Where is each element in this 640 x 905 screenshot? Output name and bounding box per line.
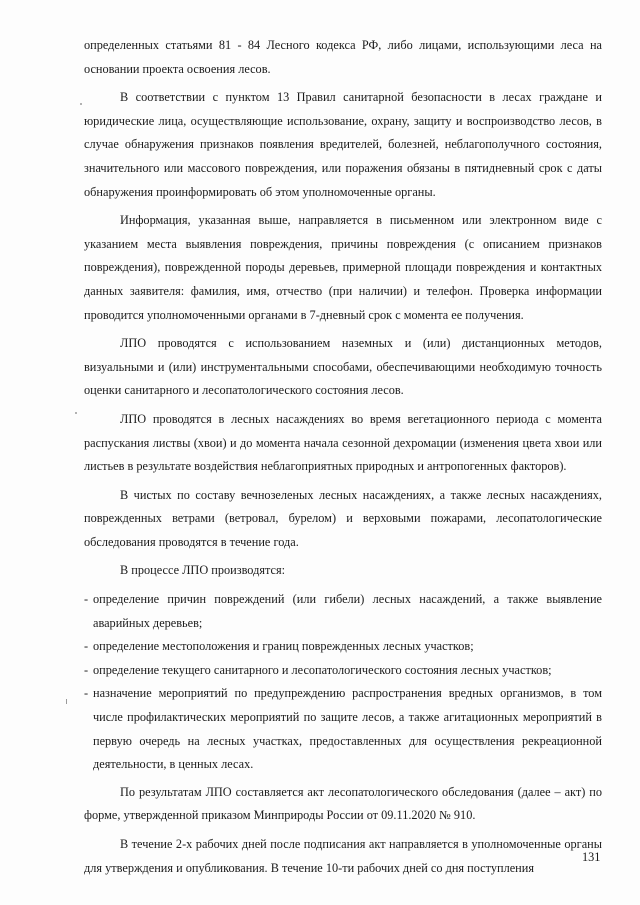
document-body xyxy=(84,34,602,885)
list-item xyxy=(84,588,602,635)
list-item-text: определение местоположения и границ поврежденных лесных участков; xyxy=(93,639,474,654)
paragraph-evergreen: В чистых по составу вечнозеленых лесных насаждениях, а также лесных насаждениях, поврежденных ветрами (ветровал, бурелом) и верховыми пожарами, лесопатологические обследования проводятся в течение года. xyxy=(84,487,602,549)
list-item-text: назначение мероприятий по предупреждению распространения вредных организмов, в том числе профилактических мероприятий по защите лесов, а также агитационных мероприятий в первую очередь на лесных участках, предоставленных для осуществления рекреационной деятельности, в ценных лесах. xyxy=(93,686,602,772)
paragraph-lpo-methods: ЛПО проводятся с использованием наземных и (или) дистанционных методов, визуальными и (или) инструментальными способами, обеспечивающими необходимую точность оценки санитарного и лесопатологического состояния лесов. xyxy=(84,336,602,398)
paragraph-lpo-period: ЛПО проводятся в лесных насаждениях во время вегетационного периода с момента распускания листвы (хвои) и до момента начала сезонной дехромации (изменения цвета хвои или листьев в результате воздействия неблагоприятных природных и антропогенных факторов). xyxy=(84,411,602,474)
paragraph-lpo-process-intro: В процессе ЛПО производятся: xyxy=(120,563,286,578)
list-bullet-dash: - xyxy=(84,686,89,701)
list-bullet-dash: - xyxy=(84,592,89,607)
paragraph-act: По результатам ЛПО составляется акт лесопатологического обследования (далее – акт) по форме, утвержденной приказом Минприроды России от 09.11.2020 № 910. xyxy=(84,784,602,823)
list-item xyxy=(84,682,602,776)
page-number: 131 xyxy=(582,850,601,864)
scan-speck xyxy=(66,699,67,704)
paragraph-sanitary-rules: В соответствии с пунктом 13 Правил санитарной безопасности в лесах граждане и юридические лица, осуществляющие использование, охрану, защиту и воспроизводство лесов, в случае обнаружения признаков появления вредителей, болезней, неблагополучного состояния, значительного или массового повреждения, или поражения обязаны в пятидневный срок с даты обнаружения проинформировать об этом уполномоченные органы. xyxy=(84,90,602,199)
paragraph-act-submission: В течение 2-х рабочих дней после подписания акт направляется в уполномоченные органы для утверждения и опубликования. В течение 10-ти рабочих дней со дня поступления xyxy=(84,837,602,875)
list-bullet-dash: - xyxy=(84,639,89,654)
scan-speck xyxy=(80,103,82,105)
list-bullet-dash: - xyxy=(84,662,89,677)
paragraph-continuation: определенных статьями 81 - 84 Лесного кодекса РФ, либо лицами, использующими леса на основании проекта освоения лесов. xyxy=(84,38,602,76)
scan-speck xyxy=(75,412,77,414)
list-item-text: определение причин повреждений (или гибели) лесных насаждений, а также выявление аварийных деревьев; xyxy=(93,592,602,630)
lpo-task-list xyxy=(84,588,602,777)
paragraph-information: Информация, указанная выше, направляется в письменном или электронном виде с указанием места выявления повреждения, причины повреждения (с описанием признаков повреждения), поврежденной породы деревьев, примерной площади повреждения и контактных данных заявителя: фамилия, имя, отчество (при наличии) и телефон. Проверка информации проводится уполномоченными органами в 7-дневный срок с момента ее получения. xyxy=(84,213,602,322)
list-item xyxy=(84,635,602,659)
list-item-text: определение текущего санитарного и лесопатологического состояния лесных участков; xyxy=(93,662,552,677)
list-item xyxy=(84,659,602,683)
